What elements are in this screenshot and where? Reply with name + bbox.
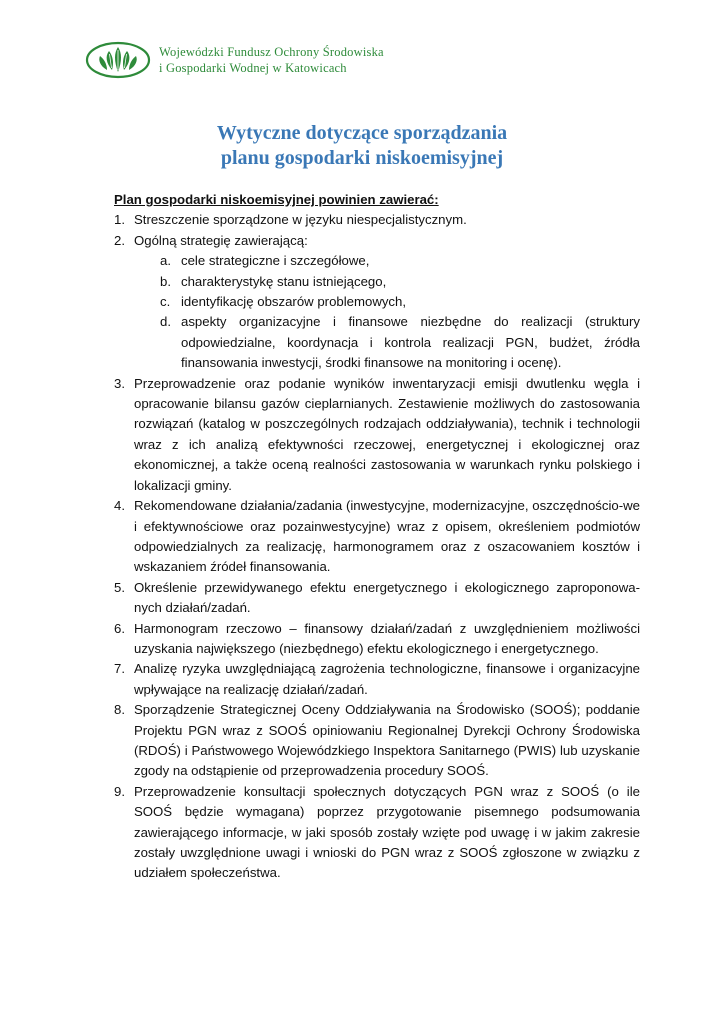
list-item [114, 374, 640, 496]
list-item-text: Streszczenie sporządzone w języku niespecjalistycznym. [134, 212, 467, 228]
strategy-sublist [114, 251, 640, 373]
sublist-item-text: charakterystykę stanu istniejącego, [181, 273, 387, 289]
title-line-2: planu gospodarki niskoemisyjnej [220, 147, 504, 169]
list-item [114, 578, 640, 619]
document-body [114, 190, 640, 884]
title-line-1: Wytyczne dotyczące sporządzania [216, 122, 508, 144]
list-item-number: 1. [114, 212, 125, 228]
list-item [114, 231, 640, 251]
sublist-item-letter: c. [160, 294, 171, 310]
list-item-number: 5. [114, 579, 125, 595]
sublist-item [114, 312, 640, 373]
requirements-list-continued [114, 374, 640, 884]
sublist-item-text: identyfikację obszarów problemowych, [181, 294, 407, 310]
list-item [114, 496, 640, 578]
list-item-number: 8. [114, 702, 125, 718]
fund-logo-icon [85, 41, 151, 79]
intro-heading: Plan gospodarki niskoemisyjnej powinien zawierać: [114, 192, 439, 207]
list-item-text: Określenie przewidywanego efektu energetycznego i ekologicznego zaproponowa-nych działań/zadań. [134, 579, 640, 616]
list-item-text: Rekomendowane działania/zadania (inwestycyjne, modernizacyjne, oszczędnościo-we i efektywnościowe oraz pozainwestycyjne) wraz z opisem, określeniem podmiotów odpowiedzialnych za realizację, harmonogramem oraz z oszacowaniem kosztów i wskazaniem źródeł finansowania. [134, 498, 640, 575]
sublist-item-letter: b. [160, 273, 171, 289]
list-item-text: Sporządzenie Strategicznej Oceny Oddziaływania na Środowisko (SOOŚ); poddanie Projektu PGN wraz z SOOŚ opiniowaniu Regionalnej Dyrekcji Ochrony Środowiska (RDOŚ) i Państwowego Wojewódzkiego Inspektora Sanitarnego (PWIS) lub uzyskanie zgody na odstąpienie od przeprowadzenia procedury SOOŚ. [134, 702, 640, 779]
list-item [114, 782, 640, 884]
list-item-number: 6. [114, 620, 125, 636]
sublist-item-text: aspekty organizacyjne i finansowe niezbędne do realizacji (struktury odpowiedzialne, koordynacja i kontrola realizacji PGN, budżet, źródła finansowania inwestycji, środki finansowe na monitoring i ocenę). [181, 314, 640, 371]
sublist-item [114, 272, 640, 292]
letterhead [85, 40, 384, 80]
list-item-text: Analizę ryzyka uwzględniającą zagrożenia technologiczne, finansowe i organizacyjne wpływające na realizację działań/zadań. [134, 661, 640, 697]
list-item-number: 4. [114, 498, 125, 514]
org-name-line-1: Wojewódzki Fundusz Ochrony Środowiska [159, 45, 384, 59]
sublist-item-letter: d. [160, 314, 171, 330]
list-item-number: 9. [114, 783, 125, 799]
organization-name [159, 44, 384, 76]
list-item-number: 3. [114, 375, 125, 391]
list-item [114, 619, 640, 660]
list-item-number: 7. [114, 661, 125, 677]
list-item-text: Przeprowadzenie oraz podanie wyników inwentaryzacji emisji dwutlenku węgla i opracowanie bilansu gazów cieplarnianych. Zestawienie możliwych do zastosowania rozwiązań (katalog w poszczególnych rodzajach oddziaływania), technik i technologii wraz z ich analizą efektywności rzeczowej, energetycznej i ekologicznej oraz ekonomicznej, a także oceną realności zastosowania w warunkach rynku polskiego i lokalizacji gminy. [134, 375, 640, 493]
sublist-item-text: cele strategiczne i szczegółowe, [181, 253, 370, 269]
list-item-text: Harmonogram rzeczowo – finansowy działań/zadań z uwzględnieniem możliwości uzyskania największego (niezbędnego) efektu ekologicznego i energetycznego. [134, 620, 640, 656]
document-title [0, 121, 724, 171]
list-item [114, 700, 640, 782]
sublist-item-letter: a. [160, 253, 171, 269]
org-name-line-2: i Gospodarki Wodnej w Katowicach [159, 61, 347, 75]
list-item-text: Ogólną strategię zawierającą: [134, 232, 308, 248]
list-item [114, 659, 640, 700]
list-item [114, 210, 640, 230]
requirements-list [114, 210, 640, 251]
sublist-item [114, 251, 640, 271]
list-item-number: 2. [114, 232, 125, 248]
sublist-item [114, 292, 640, 312]
list-item-text: Przeprowadzenie konsultacji społecznych dotyczących PGN wraz z SOOŚ (o ile SOOŚ będzie wymagana) poprzez przygotowanie pisemnego podsumowania zawierającego informacje, w jaki sposób zostały wzięte pod uwagę i w jakim zakresie zostały uwzględnione uwagi i wnioski do PGN wraz z SOOŚ zgłoszone w związku z udziałem społeczeństwa. [134, 783, 640, 881]
